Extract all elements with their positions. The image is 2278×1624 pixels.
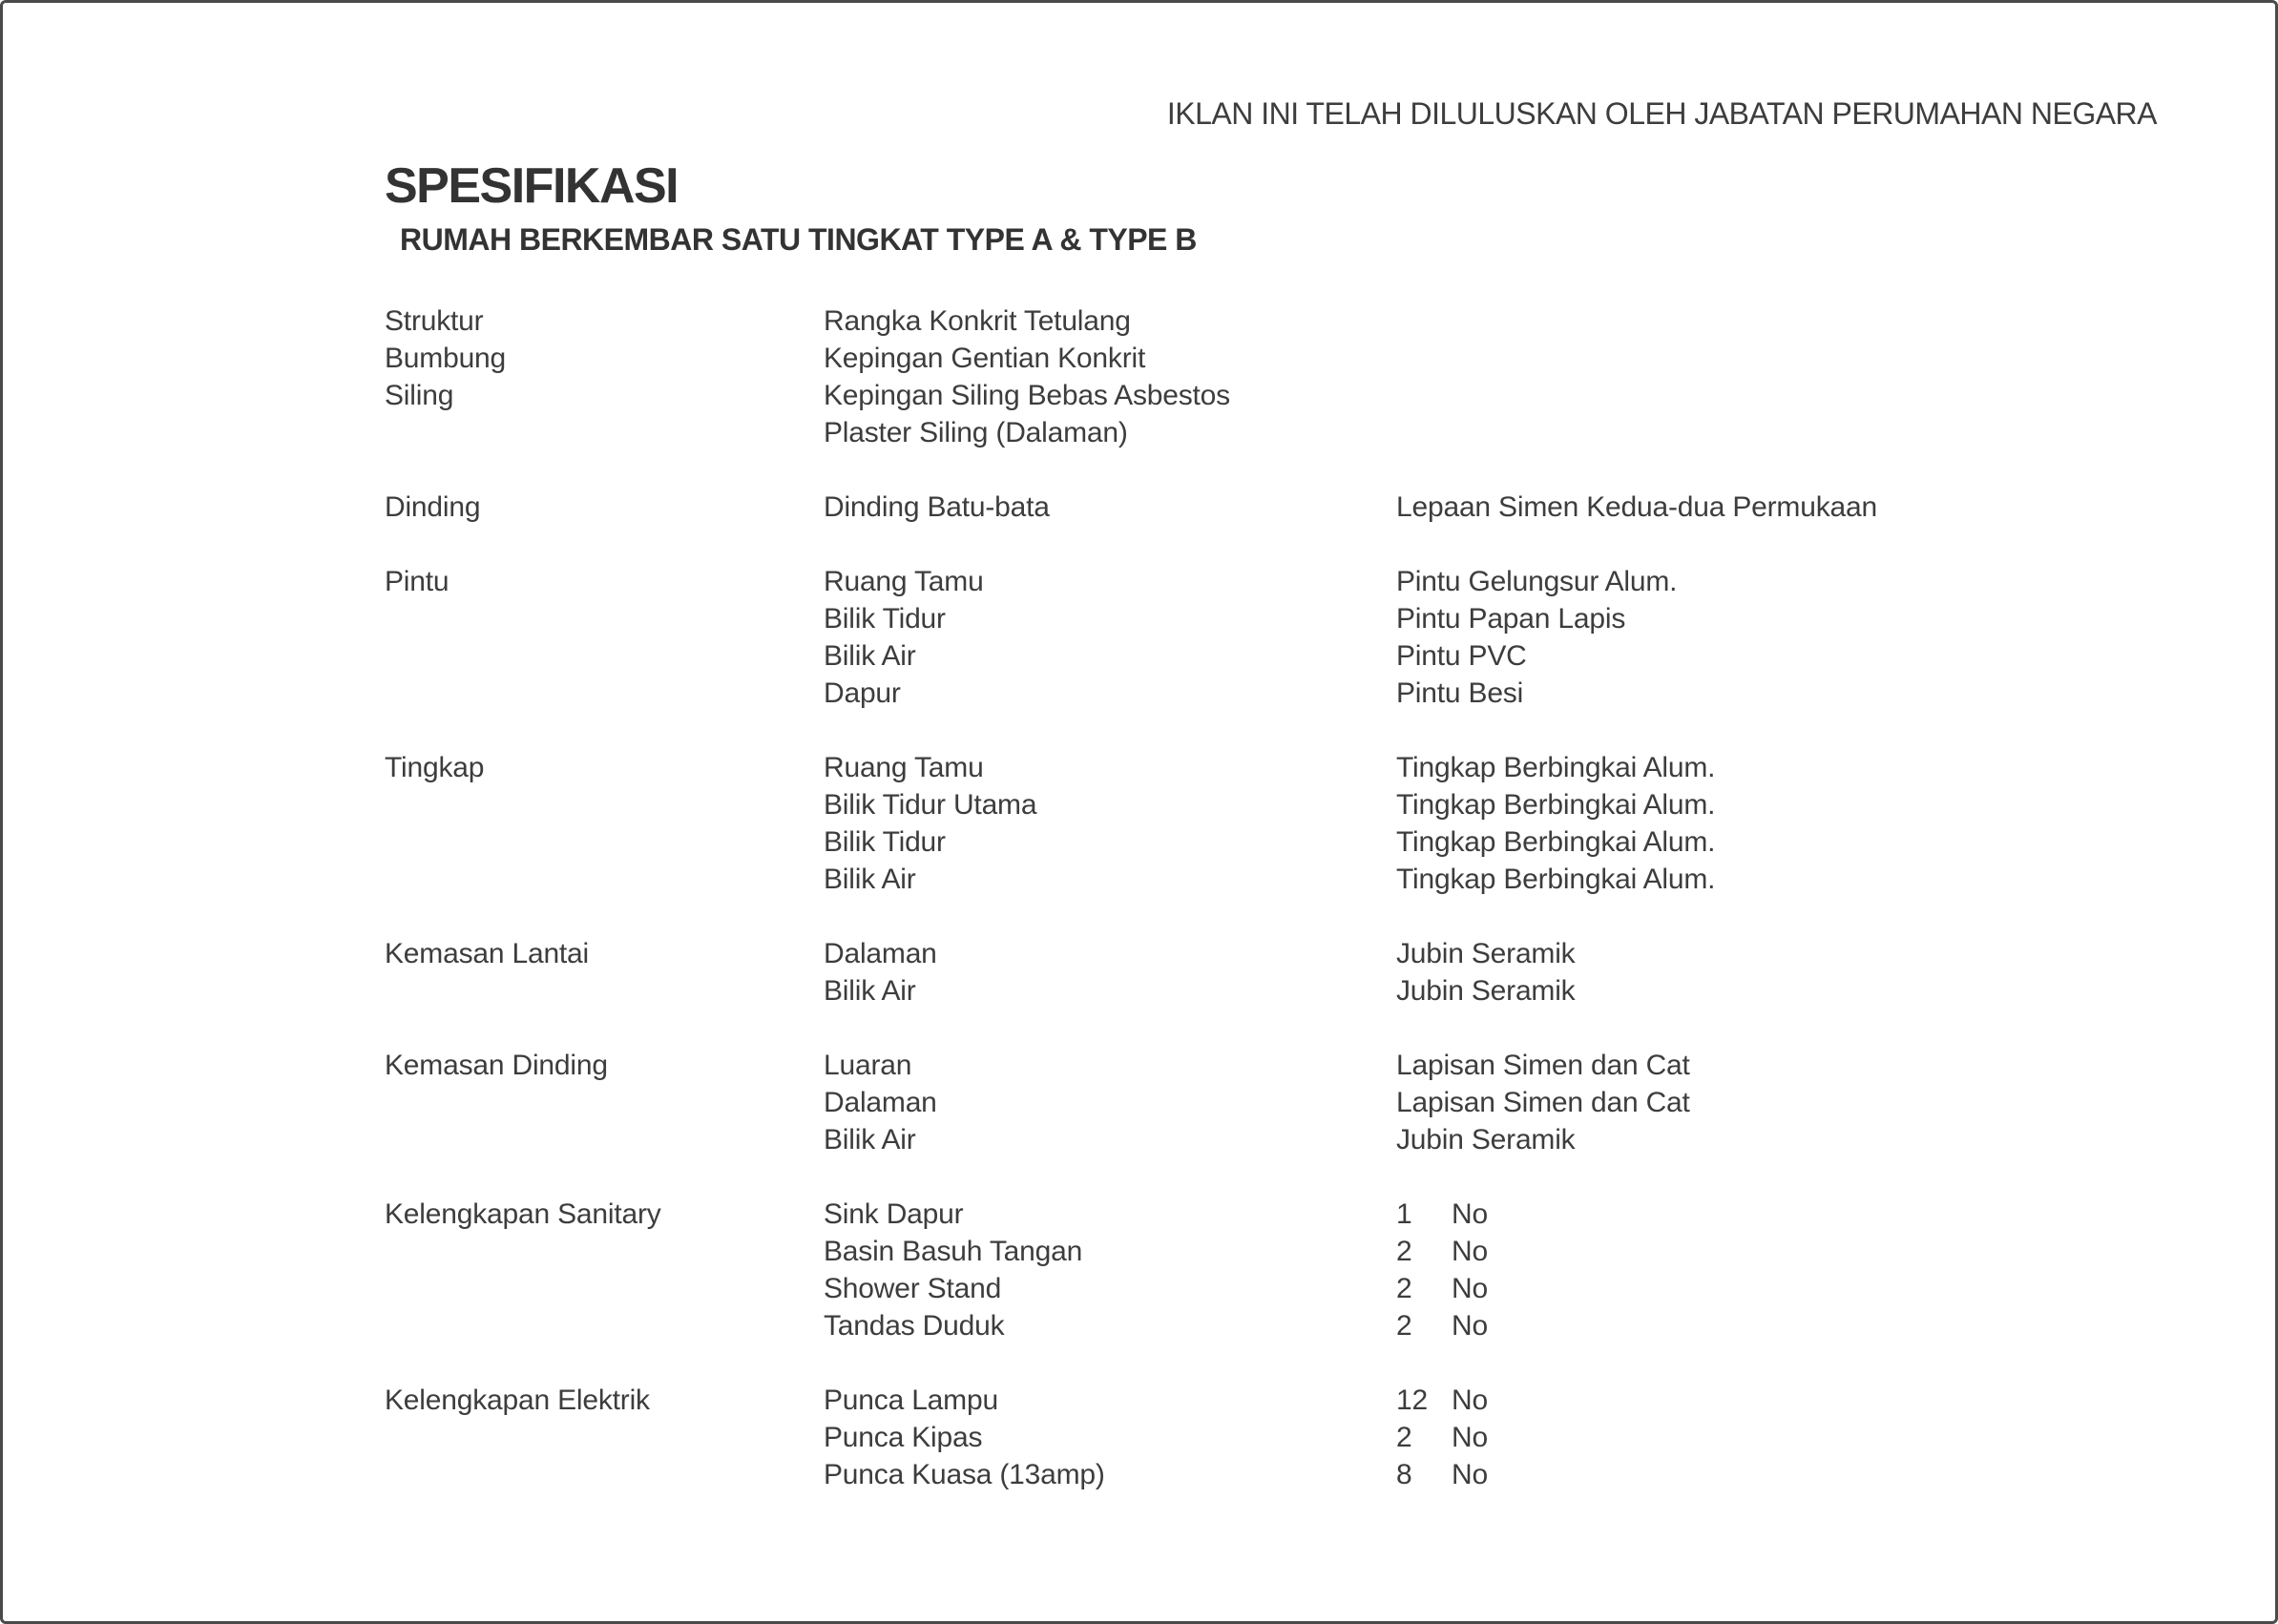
spec-detail: Lapisan Simen dan Cat (1396, 1087, 1690, 1118)
spec-row (385, 1419, 2199, 1456)
spec-row (385, 302, 2199, 340)
approval-notice: IKLAN INI TELAH DILULUSKAN OLEH JABATAN PERUMAHAN NEGARA (1166, 96, 2157, 131)
spec-category-label (385, 1270, 824, 1307)
spec-item-label: Plaster Siling (Dalaman) (824, 417, 1128, 448)
spec-unit: No (1452, 1310, 1488, 1342)
spec-section-kemasan-dinding (385, 1047, 2199, 1158)
spec-item-label: Punca Kipas (824, 1422, 983, 1453)
spec-category-label (385, 861, 824, 898)
spec-detail: Jubin Seramik (1396, 938, 1576, 969)
spec-quantity: 2 (1396, 1310, 1412, 1342)
spec-detail: Pintu Gelungsur Alum. (1396, 566, 1678, 597)
spec-row (385, 935, 2199, 972)
spec-item-label: Bilik Tidur (824, 603, 946, 635)
spec-row (385, 1196, 2199, 1233)
spec-category-label: Kemasan Lantai (385, 938, 590, 969)
spec-section-struktur-bumbung-siling (385, 302, 2199, 451)
spec-category-label (385, 1419, 824, 1456)
spec-category-label (385, 414, 824, 451)
spec-detail (1396, 1307, 2199, 1344)
spec-row (385, 377, 2199, 414)
spec-unit: No (1452, 1273, 1488, 1304)
spec-table (385, 302, 2199, 1530)
spec-quantity: 8 (1396, 1459, 1412, 1490)
spec-detail: Tingkap Berbingkai Alum. (1396, 864, 1716, 895)
spec-category-label: Tingkap (385, 752, 485, 783)
spec-row (385, 489, 2199, 526)
spec-row (385, 637, 2199, 675)
spec-row (385, 1456, 2199, 1493)
spec-item-label: Bilik Tidur Utama (824, 789, 1037, 821)
spec-detail: Jubin Seramik (1396, 1124, 1576, 1156)
spec-item-label: Luaran (824, 1050, 912, 1081)
spec-item-label: Basin Basuh Tangan (824, 1236, 1083, 1267)
spec-unit: No (1452, 1236, 1488, 1267)
spec-item-label: Bilik Air (824, 1124, 916, 1156)
spec-item-label: Bilik Air (824, 975, 916, 1007)
spec-section-kelengkapan-elektrik (385, 1382, 2199, 1493)
spec-category-label: Pintu (385, 566, 449, 597)
spec-detail (1396, 1270, 2199, 1307)
spec-unit: No (1452, 1385, 1488, 1416)
spec-item-label: Kepingan Gentian Konkrit (824, 343, 1146, 374)
spec-row (385, 786, 2199, 823)
spec-item-label: Dalaman (824, 1087, 937, 1118)
spec-item-label: Rangka Konkrit Tetulang (824, 305, 1131, 337)
spec-row (385, 1047, 2199, 1084)
spec-detail (1396, 302, 2199, 340)
spec-item-label: Sink Dapur (824, 1198, 964, 1230)
spec-row (385, 340, 2199, 377)
spec-detail: Lapisan Simen dan Cat (1396, 1050, 1690, 1081)
page-subtitle: RUMAH BERKEMBAR SATU TINGKAT TYPE A & TYPE B (400, 222, 1197, 257)
spec-item-label: Ruang Tamu (824, 752, 984, 783)
spec-item-label: Dalaman (824, 938, 937, 969)
spec-detail (1396, 414, 2199, 451)
spec-item-label: Bilik Air (824, 640, 916, 672)
spec-unit: No (1452, 1422, 1488, 1453)
spec-category-label: Dinding (385, 491, 481, 523)
spec-quantity: 2 (1396, 1273, 1412, 1304)
spec-category-label: Kelengkapan Sanitary (385, 1198, 661, 1230)
spec-item-label: Bilik Tidur (824, 826, 946, 858)
spec-quantity: 1 (1396, 1198, 1412, 1230)
spec-detail: Tingkap Berbingkai Alum. (1396, 826, 1716, 858)
spec-row (385, 1270, 2199, 1307)
spec-detail (1396, 1196, 2199, 1233)
spec-section-kemasan-lantai (385, 935, 2199, 1010)
spec-quantity: 12 (1396, 1385, 1428, 1416)
spec-detail: Tingkap Berbingkai Alum. (1396, 752, 1716, 783)
spec-item-label: Ruang Tamu (824, 566, 984, 597)
spec-row (385, 563, 2199, 600)
spec-detail (1396, 377, 2199, 414)
spec-category-label (385, 1233, 824, 1270)
spec-category-label: Struktur (385, 305, 484, 337)
spec-row (385, 1233, 2199, 1270)
spec-unit: No (1452, 1459, 1488, 1490)
spec-item-label: Shower Stand (824, 1273, 1002, 1304)
spec-category-label: Kemasan Dinding (385, 1050, 608, 1081)
spec-section-kelengkapan-sanitary (385, 1196, 2199, 1344)
spec-category-label (385, 1121, 824, 1158)
spec-section-tingkap (385, 749, 2199, 898)
spec-row (385, 675, 2199, 712)
spec-detail: Lepaan Simen Kedua-dua Permukaan (1396, 491, 1877, 523)
spec-category-label (385, 675, 824, 712)
spec-detail: Pintu Papan Lapis (1396, 603, 1626, 635)
spec-item-label: Bilik Air (824, 864, 916, 895)
spec-section-pintu (385, 563, 2199, 712)
spec-category-label (385, 1307, 824, 1344)
spec-detail (1396, 340, 2199, 377)
page-title: SPESIFIKASI (385, 158, 679, 214)
spec-detail: Jubin Seramik (1396, 975, 1576, 1007)
spec-row (385, 823, 2199, 861)
spec-category-label: Bumbung (385, 343, 507, 374)
spec-detail (1396, 1233, 2199, 1270)
spec-row (385, 600, 2199, 637)
spec-row (385, 861, 2199, 898)
spec-item-label: Tandas Duduk (824, 1310, 1005, 1342)
spec-row (385, 749, 2199, 786)
spec-category-label (385, 637, 824, 675)
spec-category-label (385, 786, 824, 823)
spec-quantity: 2 (1396, 1236, 1412, 1267)
spec-row (385, 1084, 2199, 1121)
spec-category-label (385, 1084, 824, 1121)
spec-detail (1396, 1382, 2199, 1419)
spec-category-label: Siling (385, 380, 454, 411)
spec-row (385, 1307, 2199, 1344)
spec-category-label (385, 972, 824, 1010)
spec-detail: Pintu Besi (1396, 677, 1524, 709)
spec-section-dinding (385, 489, 2199, 526)
spec-category-label (385, 1456, 824, 1493)
spec-quantity: 2 (1396, 1422, 1412, 1453)
spec-category-label (385, 600, 824, 637)
spec-item-label: Punca Lampu (824, 1385, 998, 1416)
spec-item-label: Punca Kuasa (13amp) (824, 1459, 1105, 1490)
spec-item-label: Kepingan Siling Bebas Asbestos (824, 380, 1230, 411)
spec-unit: No (1452, 1198, 1488, 1230)
spec-detail: Tingkap Berbingkai Alum. (1396, 789, 1716, 821)
spec-category-label (385, 823, 824, 861)
spec-detail (1396, 1419, 2199, 1456)
spec-item-label: Dinding Batu-bata (824, 491, 1050, 523)
spec-row (385, 972, 2199, 1010)
spec-category-label: Kelengkapan Elektrik (385, 1385, 650, 1416)
spec-detail (1396, 1456, 2199, 1493)
spec-row (385, 414, 2199, 451)
spec-item-label: Dapur (824, 677, 901, 709)
spec-detail: Pintu PVC (1396, 640, 1527, 672)
spec-row (385, 1121, 2199, 1158)
spec-row (385, 1382, 2199, 1419)
